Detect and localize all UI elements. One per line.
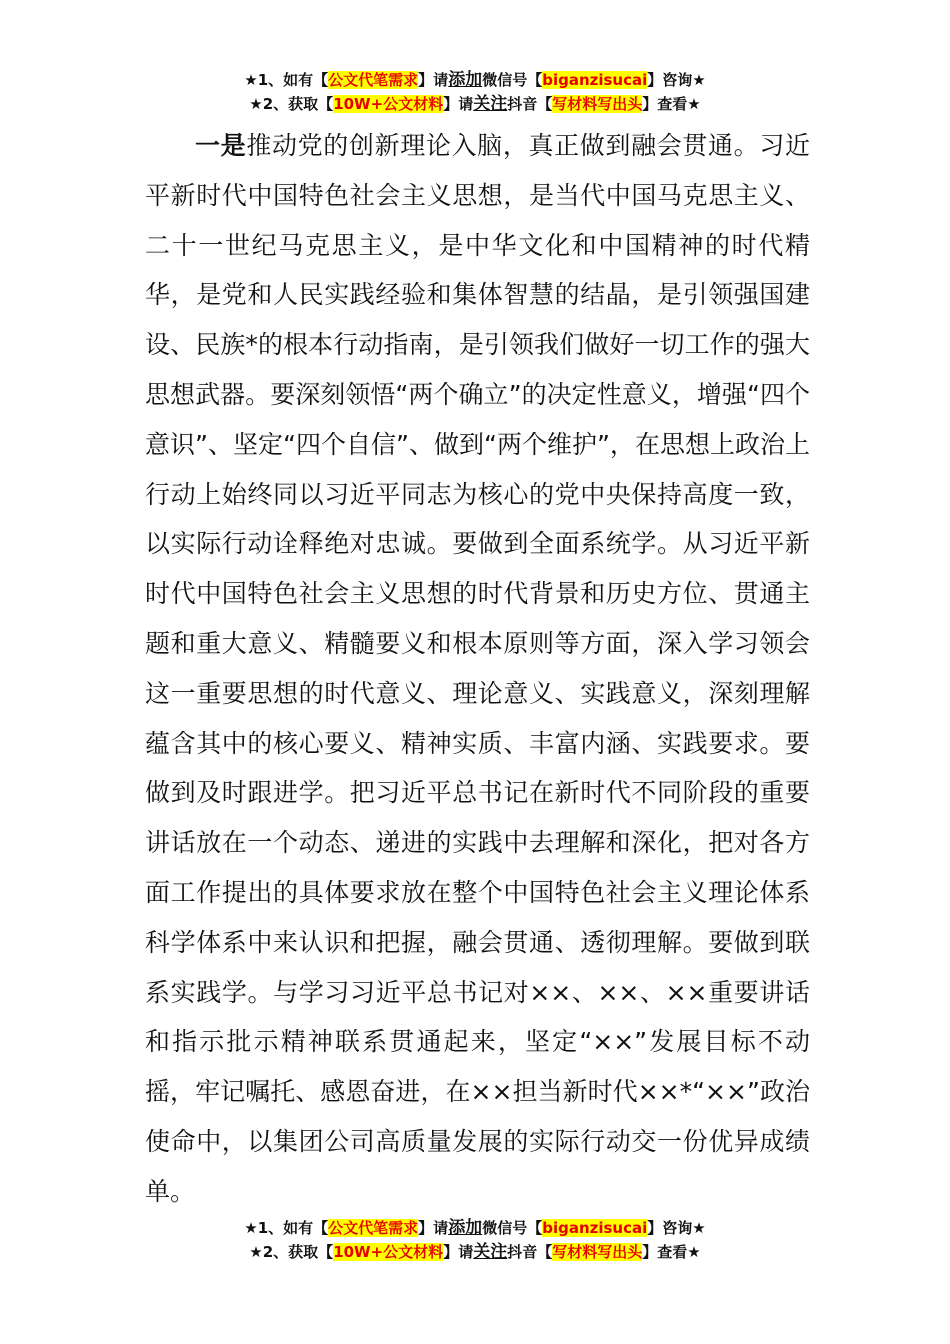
highlight-wechat-id: biganzisucai bbox=[542, 71, 648, 89]
notice-text: ★2、获取【 bbox=[249, 95, 334, 113]
highlight-service: 公文代笔需求 bbox=[328, 1219, 419, 1237]
highlight-wechat-id: biganzisucai bbox=[542, 1219, 648, 1237]
emphasis-add: 添加 bbox=[448, 70, 483, 90]
paragraph-text: 推动党的创新理论入脑，真正做到融会贯通。习近平新时代中国特色社会主义思想，是当代中国马克思主义、二十一世纪马克思主义，是中华文化和中国精神的时代精华，是党和人民实践经验和集体智慧的结晶，是引领强国建设、民族*的根本行动指南，是引领我们做好一切工作的强大思想武器。要深刻领悟“两个确立”的决定性意义，增强“四个意识”、坚定“四个自信”、做到“两个维护”，在思想上政治上行动上始终同以习近平同志为核心的党中央保持高度一致，以实际行动诠释绝对忠诚。要做到全面系统学。从习近平新时代中国特色社会主义思想的时代背景和历史方位、贯通主题和重大意义、精髓要义和根本原则等方面，深入学习领会这一重要思想的时代意义、理论意义、实践意义，深刻理解蕴含其中的核心要义、精神实质、丰富内涵、实践要求。要做到及时跟进学。把习近平总书记在新时代不同阶段的重要讲话放在一个动态、递进的实践中去理解和深化，把对各方面工作提出的具体要求放在整个中国特色社会主义理论体系科学体系中来认识和把握，融会贯通、透彻理解。要做到联系实践学。与学习习近平总书记对××、××、××重要讲话和指示批示精神联系贯通起来，坚定“××”发展目标不动摇，牢记嘱托、感恩奋进，在××担当新时代××*“××”政治使命中，以集团公司高质量发展的实际行动交一份优异成绩单。 bbox=[145, 131, 810, 1206]
notice-text: 】查看★ bbox=[642, 95, 701, 113]
notice-text: 微信号【 bbox=[482, 1219, 543, 1237]
emphasis-follow: 关注 bbox=[473, 94, 508, 114]
notice-line-1 bbox=[0, 1216, 950, 1240]
notice-text: ★1、如有【 bbox=[244, 71, 329, 89]
emphasis-add: 添加 bbox=[448, 1218, 483, 1238]
footer-notice bbox=[0, 1216, 950, 1264]
paragraph-lead: 一是 bbox=[195, 131, 247, 160]
notice-text: 】请 bbox=[418, 1219, 449, 1237]
notice-text: 】咨询★ bbox=[647, 71, 706, 89]
notice-text: 】请 bbox=[443, 1243, 474, 1261]
notice-line-2 bbox=[0, 92, 950, 116]
notice-line-2 bbox=[0, 1240, 950, 1264]
emphasis-follow: 关注 bbox=[473, 1242, 508, 1262]
notice-text: 】请 bbox=[418, 71, 449, 89]
highlight-service: 公文代笔需求 bbox=[328, 71, 419, 89]
notice-line-1 bbox=[0, 68, 950, 92]
highlight-douyin-account: 写材料写出头 bbox=[552, 1243, 643, 1261]
body-paragraph bbox=[145, 121, 810, 1217]
highlight-materials: 10W+公文材料 bbox=[333, 1243, 444, 1261]
highlight-materials: 10W+公文材料 bbox=[333, 95, 444, 113]
notice-text: ★1、如有【 bbox=[244, 1219, 329, 1237]
highlight-douyin-account: 写材料写出头 bbox=[552, 95, 643, 113]
header-notice bbox=[0, 68, 950, 116]
notice-text: 抖音【 bbox=[507, 95, 553, 113]
notice-text: 】查看★ bbox=[642, 1243, 701, 1261]
notice-text: 】咨询★ bbox=[647, 1219, 706, 1237]
notice-text: 抖音【 bbox=[507, 1243, 553, 1261]
notice-text: 微信号【 bbox=[482, 71, 543, 89]
notice-text: 】请 bbox=[443, 95, 474, 113]
notice-text: ★2、获取【 bbox=[249, 1243, 334, 1261]
